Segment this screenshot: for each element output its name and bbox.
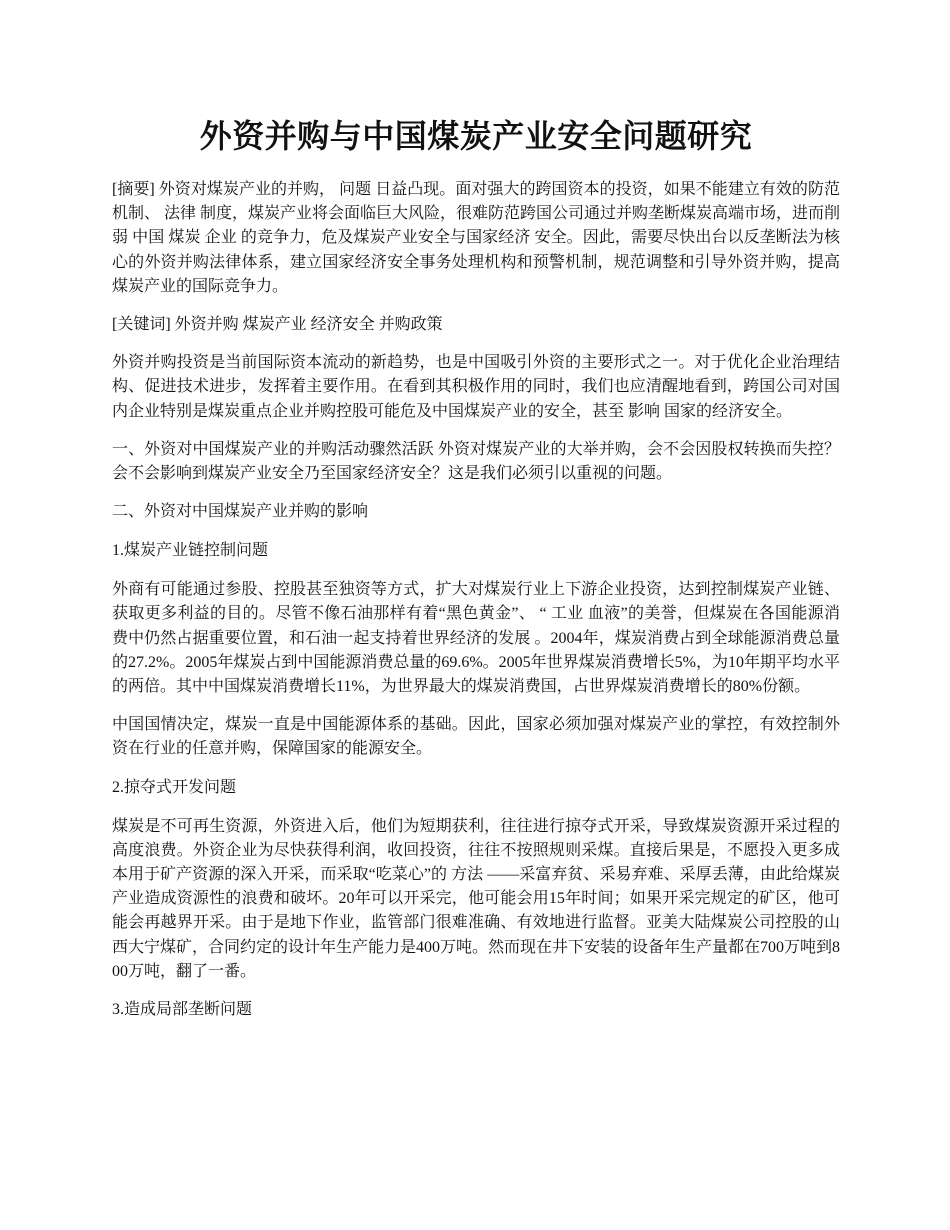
subsection-2-heading: 2.掠夺式开发问题 [112, 778, 237, 796]
subsection-1-paragraph-2: 中国国情决定，煤炭一直是中国能源体系的基础。因此，国家必须加强对煤炭产业的掌控，有效控制外资在行业的任意并购，保障国家的能源安全。 [112, 716, 840, 758]
abstract-paragraph: [摘要] 外资对煤炭产业的并购， 问题 日益凸现。面对强大的跨国资本的投资，如果不能建立有效的防范机制、 法律 制度，煤炭产业将会面临巨大风险，很难防范跨国公司通过并购垄断煤炭高端市场，进而削弱 中国 煤炭 企业 的竞争力，危及煤炭产业安全与国家经济 安全。因此，需要尽快出台以反垄断法为核心的外资并购法律体系，建立国家经济安全事务处理机构和预警机制，规范调整和引导外资并购，提高煤炭产业的国际竞争力。 [112, 181, 841, 295]
document-page [112, 108, 840, 1037]
document-title: 外资并购与中国煤炭产业安全问题研究 [199, 117, 753, 155]
subsection-3-heading: 3.造成局部垄断问题 [112, 1001, 253, 1019]
intro-paragraph: 外资并购投资是当前国际资本流动的新趋势，也是中国吸引外资的主要形式之一。对于优化企业治理结构、促进技术进步，发挥着主要作用。在看到其积极作用的同时，我们也应清醒地看到，跨国公司对国内企业特别是煤炭重点企业并购控股可能危及中国煤炭产业的安全，甚至 影响 国家的经济安全。 [112, 354, 840, 420]
section-2-heading: 二、外资对中国煤炭产业并购的影响 [112, 503, 369, 521]
subsection-1-paragraph-1: 外商有可能通过参股、控股甚至独资等方式，扩大对煤炭行业上下游企业投资，达到控制煤炭产业链、获取更多利益的目的。尽管不像石油那样有着“黑色黄金”、 “ 工业 血液”的美誉，但煤炭在各国能源消费中仍然占据重要位置，和石油一起支持着世界经济的发展 。2004年，煤炭消费占到全球能源消费总量的27.2%。2005年煤炭占到中国能源消费总量的69.6%。2005年世界煤炭消费增长5%，为10年期平均水平的两倍。其中中国煤炭消费增长11%，为世界最大的煤炭消费国，占世界煤炭消费增长的80%份额。 [112, 581, 840, 696]
section-1-paragraph: 一、外资对中国煤炭产业的并购活动骤然活跃 外资对煤炭产业的大举并购，会不会因股权转换而失控？会不会影响到煤炭产业安全乃至国家经济安全？这是我们必须引以重视的问题。 [112, 440, 840, 483]
subsection-1-heading: 1.煤炭产业链控制问题 [112, 542, 269, 560]
keywords-paragraph: [关键词] 外资并购 煤炭产业 经济安全 并购政策 [112, 316, 443, 334]
subsection-2-paragraph-1: 煤炭是不可再生资源，外资进入后，他们为短期获利，往往进行掠夺式开采，导致煤炭资源开采过程的高度浪费。外资企业为尽快获得利润，收回投资，往往不按照规则采煤。直接后果是，不愿投入更多成本用于矿产资源的深入开采，而采取“吃菜心”的 方法 ——采富弃贫、采易弃难、采厚丢薄，由此给煤炭产业造成资源性的浪费和破坏。20年可以开采完，他可能会用15年时间；如果开采完规定的矿区，他可能会再越界开采。由于是地下作业，监管部门很难准确、有效地进行监督。亚美大陆煤炭公司控股的山西大宁煤矿，合同约定的设计年生产能力是400万吨。然而现在井下安装的设备年生产量都在700万吨到800万吨，翻了一番。 [112, 817, 841, 980]
